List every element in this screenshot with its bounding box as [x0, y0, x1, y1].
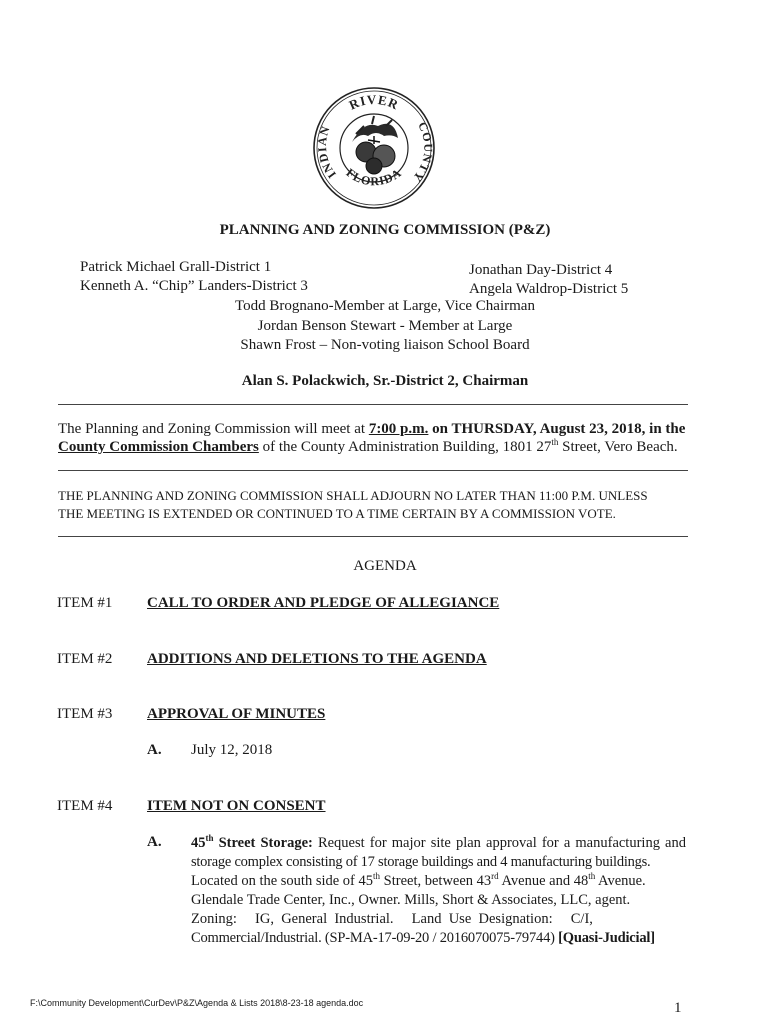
page-number: 1 [674, 1000, 682, 1016]
item-2-label: ITEM #2 [57, 651, 113, 667]
desc-line-3c: Avenue and 48 [498, 873, 589, 889]
project-name-text: Street Storage: [213, 835, 313, 851]
meeting-intro: The Planning and Zoning Commission will meet at [58, 421, 369, 437]
divider [58, 404, 688, 405]
member-at-large: Jordan Benson Stewart - Member at Large [257, 318, 513, 334]
seal-bottom-text: FLORIDA [343, 165, 405, 189]
svg-text:RIVER [347, 92, 402, 113]
meeting-notice-line-1 [58, 420, 694, 438]
member-district-4: Jonathan Day-District 4 [469, 262, 613, 278]
desc-line-5: Zoning: IG, General Industrial. Land Use Designation: C/I, [191, 911, 593, 927]
agenda-heading: AGENDA [353, 558, 417, 574]
sup-th: th [588, 871, 596, 882]
item-3-sub-letter: A. [147, 742, 162, 758]
svg-text:COUNTY [410, 120, 436, 186]
member-vice-chairman: Todd Brognano-Member at Large, Vice Chairman [235, 298, 535, 314]
desc-line-4: Glendale Trade Center, Inc., Owner. Mills, Short & Associates, LLC, agent. [191, 892, 631, 908]
meeting-address-sup: th [551, 437, 559, 447]
project-name [191, 835, 313, 851]
item-3-label: ITEM #3 [57, 706, 113, 722]
project-name-sup: th [205, 833, 214, 844]
chairman: Alan S. Polackwich, Sr.-District 2, Chairman [241, 373, 529, 389]
member-school-board-liaison: Shawn Frost – Non-voting liaison School Board [240, 337, 530, 353]
adjourn-notice-line-2: THE MEETING IS EXTENDED OR CONTINUED TO A TIME CERTAIN BY A COMMISSION VOTE. [58, 506, 616, 521]
meeting-address: of the County Administration Building, 1801 27 [258, 439, 552, 455]
item-4-title: ITEM NOT ON CONSENT [147, 798, 326, 814]
meeting-address-end: Street, Vero Beach. [558, 439, 678, 455]
county-seal [312, 86, 436, 210]
desc-line-2: storage complex consisting of 17 storage buildings and 4 manufacturing buildings. [191, 854, 651, 870]
item-1-label: ITEM #1 [57, 595, 113, 611]
meeting-notice-line-2 [58, 438, 694, 456]
item-1-title: CALL TO ORDER AND PLEDGE OF ALLEGIANCE [147, 595, 500, 611]
footer-file-path: F:\Community Development\CurDev\P&Z\Agenda & Lists 2018\8-23-18 agenda.doc [30, 998, 364, 1008]
project-name-num: 45 [191, 835, 206, 851]
adjourn-notice-line-1: THE PLANNING AND ZONING COMMISSION SHALL ADJOURN NO LATER THAN 11:00 P.M. UNLESS [58, 488, 648, 503]
sup-rd: rd [491, 871, 499, 882]
member-district-5: Angela Waldrop-District 5 [469, 281, 629, 297]
desc-line-1 [191, 834, 686, 853]
meeting-location: County Commission Chambers [58, 439, 259, 455]
desc-line-1-text: Request for major site plan approval for a manufacturing and [312, 835, 686, 851]
seal-right-text: COUNTY [409, 119, 436, 186]
member-district-3: Kenneth A. “Chip” Landers-District 3 [80, 278, 308, 294]
meeting-time: 7:00 p.m. [368, 421, 429, 437]
seal-left-text: INDIAN [314, 123, 339, 182]
quasi-judicial-tag: [Quasi-Judicial] [558, 930, 655, 946]
item-3-sub-text: July 12, 2018 [191, 742, 273, 758]
meeting-date: on THURSDAY, August 23, 2018, in the [428, 421, 686, 437]
desc-line-3 [191, 872, 686, 891]
svg-text:FLORIDA [344, 165, 405, 188]
desc-line-3d: Avenue. [595, 873, 646, 889]
item-2-title: ADDITIONS AND DELETIONS TO THE AGENDA [147, 651, 487, 667]
desc-line-6 [191, 929, 686, 948]
commission-title: PLANNING AND ZONING COMMISSION (P&Z) [219, 222, 551, 238]
item-4-description [191, 834, 686, 948]
member-district-1: Patrick Michael Grall-District 1 [80, 259, 272, 275]
item-3-title: APPROVAL OF MINUTES [147, 706, 326, 722]
seal-top-text: RIVER [346, 91, 402, 113]
item-4-sub-letter: A. [147, 834, 162, 850]
sup-th: th [373, 871, 381, 882]
divider [58, 536, 688, 537]
item-4-label: ITEM #4 [57, 798, 113, 814]
svg-text:INDIAN [315, 124, 339, 181]
desc-line-3b: Street, between 43 [380, 873, 492, 889]
divider [58, 470, 688, 471]
desc-line-6-text: Commercial/Industrial. (SP-MA-17-09-20 / 2016070075-79744) [191, 930, 559, 946]
desc-line-3a: Located on the south side of 45 [191, 873, 374, 889]
